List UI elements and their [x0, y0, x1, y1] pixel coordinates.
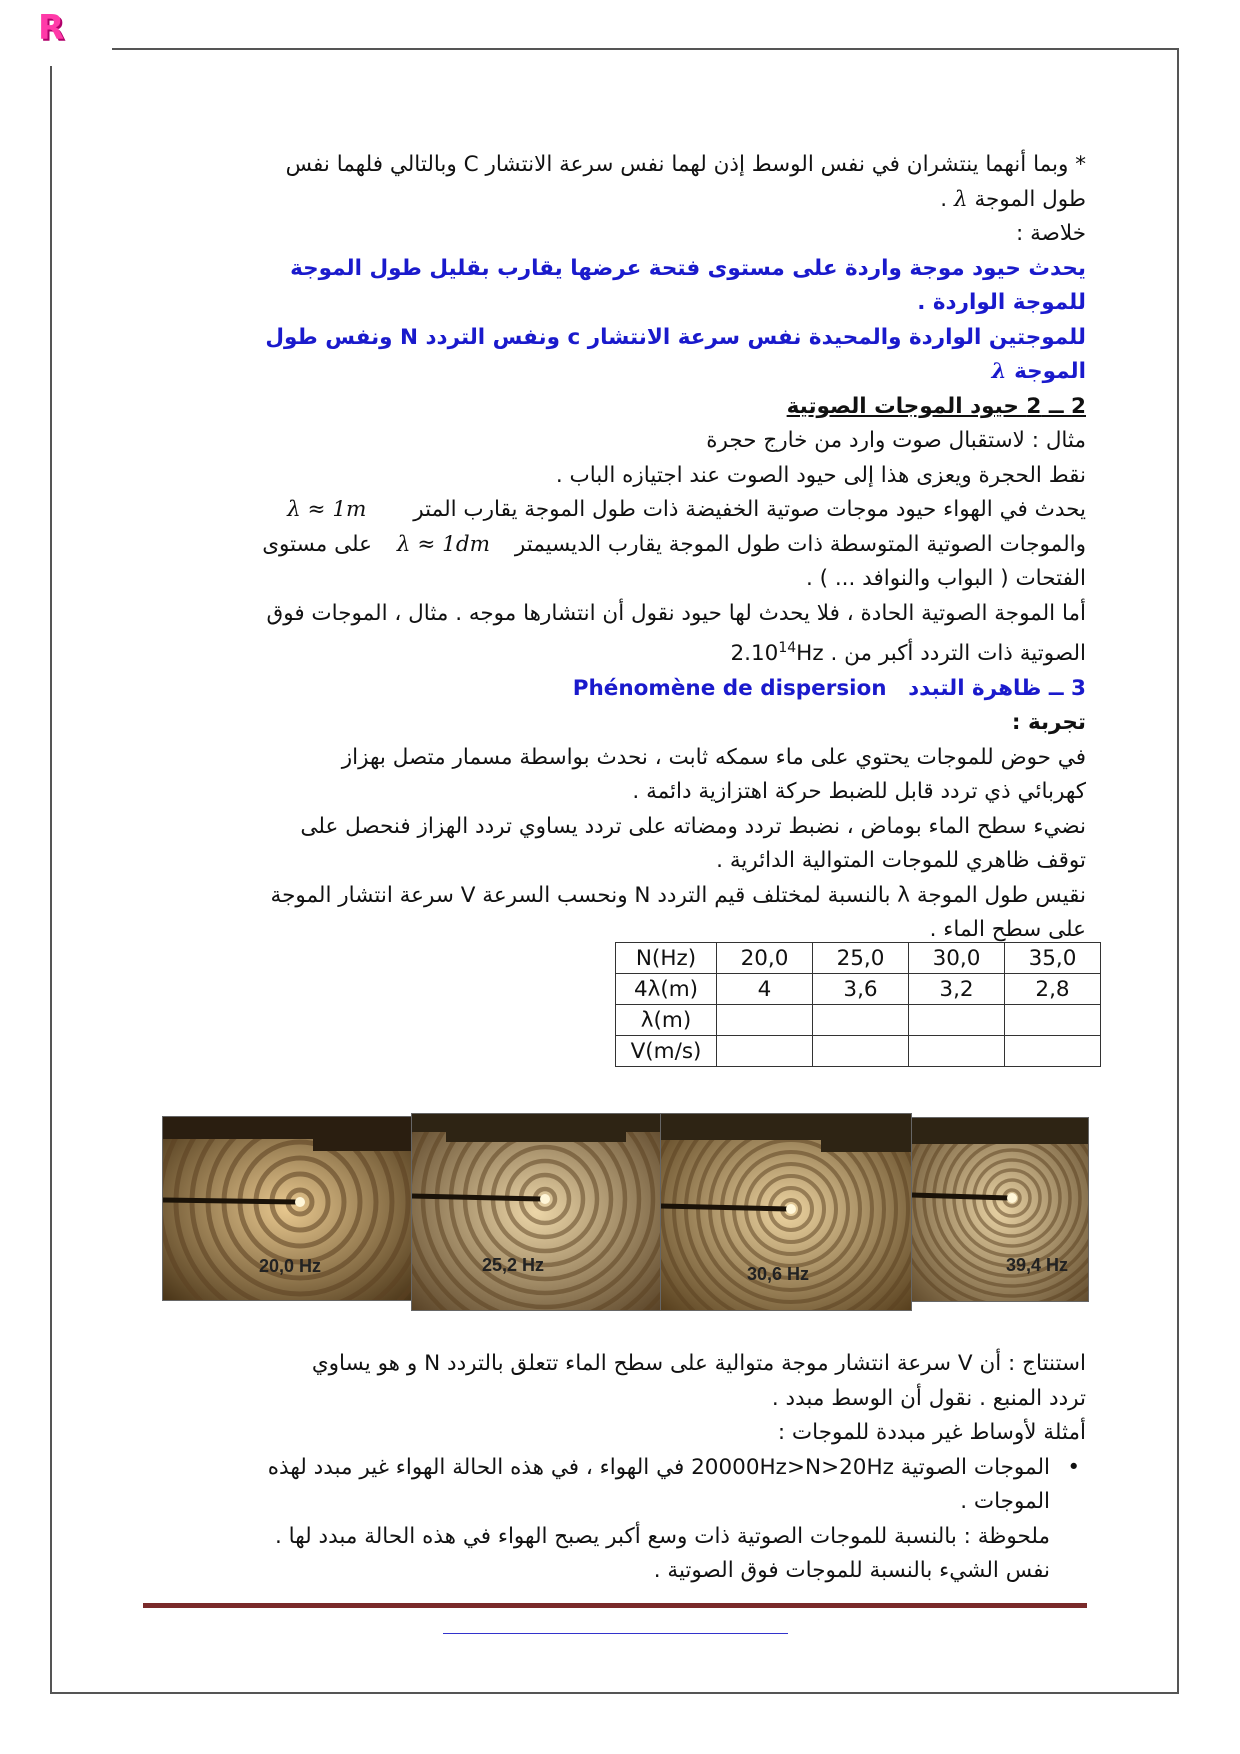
- table-cell: [909, 1036, 1005, 1067]
- paragraph: أما الموجة الصوتية الحادة ، فلا يحدث لها حيود نقول أن انتشارها موجه . مثال ، الموجات فوق: [266, 600, 1086, 626]
- paragraph: نضيء سطح الماء بوماض ، نضبط تردد ومضاته على تردد يساوي تردد الهزاز فنحصل على: [300, 813, 1086, 839]
- row-header: 4λ(m): [616, 974, 717, 1005]
- paragraph: الموجات .: [960, 1489, 1050, 1514]
- table-row: [616, 974, 1101, 1005]
- footer-rule: [143, 1603, 1087, 1608]
- frame-left-border: [50, 66, 52, 1692]
- ripple-photo-4: [911, 1117, 1089, 1302]
- table-row: [616, 1036, 1101, 1067]
- row-header: N(Hz): [616, 943, 717, 974]
- paragraph: نقيس طول الموجة λ بالنسبة لمختلف قيم التردد N ونحسب السرعة V سرعة انتشار الموجة: [270, 882, 1086, 908]
- subheading: تجربة :: [1011, 710, 1086, 736]
- table-cell: 20,0: [717, 943, 813, 974]
- ripple-photo-1: [162, 1116, 412, 1301]
- paragraph: ملحوظة : بالنسبة للموجات الصوتية ذات وسع أكبر يصبح الهواء في هذه الحالة مبدد لها .: [275, 1523, 1050, 1549]
- paragraph: الفتحات ( البواب والنوافد ... ) .: [805, 566, 1086, 591]
- paragraph: يحدث في الهواء حيود موجات صوتية الخفيضة ذات طول الموجة يقارب المتر λ ≈ 1m: [287, 497, 1086, 522]
- ripple-photo-3: [660, 1113, 912, 1311]
- ripple-photo-2: [411, 1113, 661, 1311]
- footer-link-underline: [443, 1633, 788, 1634]
- paragraph: في حوض للموجات يحتوي على ماء سمكه ثابت ، نحدث بواسطة مسمار متصل بهزاز: [341, 744, 1086, 770]
- paragraph: توقف ظاهري للموجات المتوالية الدائرية .: [716, 848, 1086, 874]
- summary-line: للموجة الواردة .: [917, 290, 1086, 315]
- table-row: [616, 1005, 1101, 1036]
- formula: λ ≈ 1dm: [396, 531, 490, 557]
- table-cell: [813, 1005, 909, 1036]
- conclusion-text: [150, 1347, 1086, 1589]
- paragraph: أمثلة لأوساط غير مبددة للموجات :: [777, 1420, 1086, 1445]
- measurement-table: [615, 942, 1101, 1067]
- table-row: [616, 943, 1101, 974]
- table-cell: 25,0: [813, 943, 909, 974]
- table-cell: [717, 1036, 813, 1067]
- row-header: V(m/s): [616, 1036, 717, 1067]
- main-text: [150, 148, 1086, 948]
- frame-right-border: [1177, 48, 1179, 1692]
- table-cell: 30,0: [909, 943, 1005, 974]
- frequency-label: 30,6 Hz: [747, 1264, 810, 1284]
- summary-line: يحدث حيود موجة واردة على مستوى فتحة عرضها يقارب بقليل طول الموجة: [290, 255, 1086, 281]
- table-cell: 3,2: [909, 974, 1005, 1005]
- paragraph: والموجات الصوتية المتوسطة ذات طول الموجة يقارب الديسيمتر λ ≈ 1dm على مستوى: [262, 531, 1086, 557]
- table-cell: [717, 1005, 813, 1036]
- list-item: • الموجات الصوتية 20000Hz>N>20Hz في الهواء ، في هذه الحالة الهواء غير مبدد لهذه: [150, 1451, 1086, 1486]
- paragraph: خلاصة :: [1016, 221, 1086, 246]
- table-cell: [813, 1036, 909, 1067]
- table-cell: 4: [717, 974, 813, 1005]
- table-cell: [1005, 1036, 1101, 1067]
- section-heading: 2 ــ 2 حيود الموجات الصوتية: [786, 393, 1086, 419]
- logo: R: [38, 8, 65, 48]
- table-cell: [1005, 1005, 1101, 1036]
- row-header: λ(m): [616, 1005, 717, 1036]
- paragraph: كهربائي ذي تردد قابل للضبط حركة اهتزازية دائمة .: [632, 779, 1086, 805]
- paragraph: مثال : لاستقبال صوت وارد من خارج حجرة: [706, 428, 1086, 453]
- table-cell: [909, 1005, 1005, 1036]
- frame-top-border: [112, 48, 1179, 50]
- summary-line: للموجتين الواردة والمحيدة نفس سرعة الانتشار c ونفس التردد N ونفس طول: [265, 324, 1086, 350]
- section-heading: 3 ــ ظاهرة التبدد Phénomène de dispersion: [572, 675, 1086, 701]
- formula: λ ≈ 1m: [287, 497, 367, 522]
- paragraph: نفس الشيء بالنسبة للموجات فوق الصوتية .: [653, 1558, 1050, 1583]
- paragraph: تردد المنبع . نقول أن الوسط مبدد .: [771, 1385, 1086, 1411]
- frequency-label: 20,0 Hz: [259, 1256, 322, 1276]
- paragraph: على سطح الماء .: [929, 917, 1086, 943]
- paragraph: الصوتية ذات التردد أكبر من 2.10$^{14}$Hz .: [730, 640, 1086, 667]
- lambda-symbol: λ: [953, 186, 968, 212]
- paragraph: طول الموجة λ .: [940, 186, 1086, 212]
- table-cell: 3,6: [813, 974, 909, 1005]
- frame-bottom-border: [50, 1692, 1179, 1694]
- table-cell: 35,0: [1005, 943, 1101, 974]
- frequency-label: 25,2 Hz: [482, 1255, 545, 1275]
- frequency-label: 39,4 Hz: [1006, 1255, 1069, 1275]
- summary-line: الموجة λ: [991, 359, 1086, 384]
- bullet-icon: •: [1067, 1454, 1080, 1480]
- paragraph: نقط الحجرة ويعزى هذا إلى حيود الصوت عند اجتيازه الباب .: [555, 462, 1086, 488]
- table-cell: 2,8: [1005, 974, 1101, 1005]
- ripple-image: [412, 1114, 660, 1310]
- paragraph: استنتاج : أن V سرعة انتشار موجة متوالية على سطح الماء تتعلق بالتردد N و هو يساوي: [311, 1351, 1086, 1376]
- paragraph: * وبما أنهما ينتشران في نفس الوسط إذن لهما نفس سرعة الانتشار C وبالتالي فلهما نفس: [285, 152, 1086, 177]
